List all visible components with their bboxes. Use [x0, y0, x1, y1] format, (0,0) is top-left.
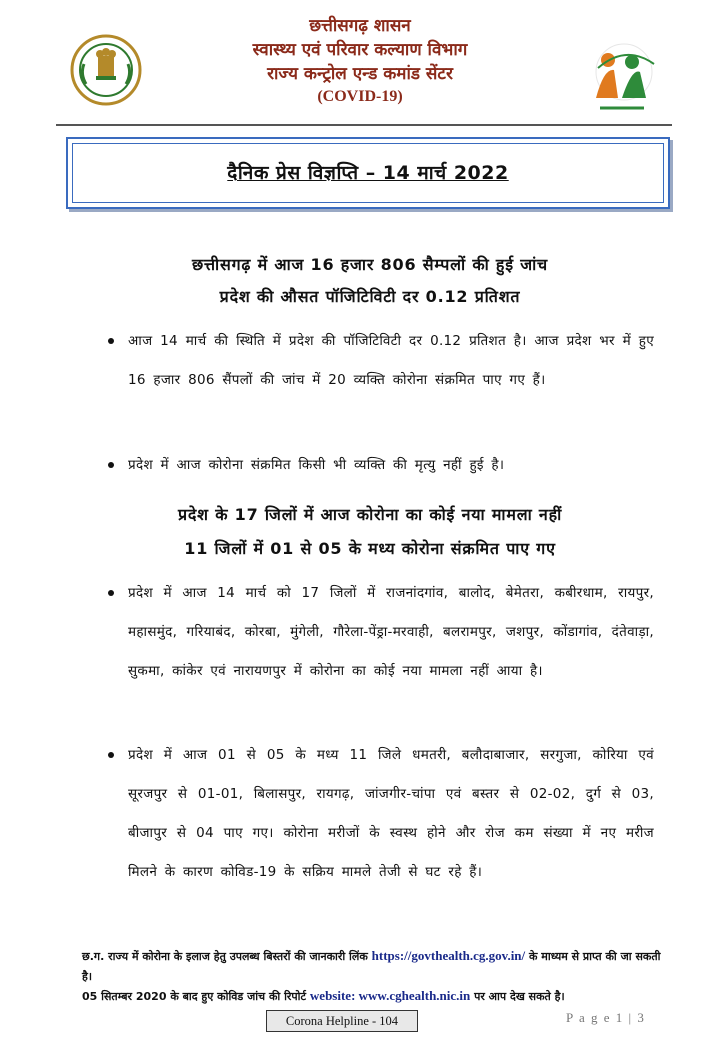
bullet-zero-districts-text: प्रदेश में आज 14 मार्च को 17 जिलों में राजनांदगांव, बालोद, बेमेतरा, कबीरधाम, रायपुर, महासमुंद, गरियाबंद, कोरबा, मुंगेली, गौरेला-पेंड्रा-मरवाही, बलरामपुर, जशपुर, कोंडागांव, दंतेवाड़ा, सुकमा, कांकेर एवं नारायणपुर में कोरोना का कोई नया मामला नहीं आया है। [128, 585, 654, 679]
bullet-marker [106, 588, 116, 598]
bullet-marker [106, 336, 116, 346]
covid-label: (COVID-19) [317, 88, 403, 105]
bullet-case-districts-text: प्रदेश में आज 01 से 05 के मध्य 11 जिले धमतरी, बलौदाबाजार, सरगुजा, कोरिया एवं सूरजपुर से 01-01, बिलासपुर, रायगढ़, जांजगीर-चांपा एवं बस्तर से 02-02, दुर्ग से 03, बीजापुर से 04 पाए गए। कोरोना मरीजों के स्वस्थ होने और रोज कम संख्या में नए मरीज मिलने के कारण कोविड-19 के सक्रिय मामले तेजी से घट रहे हैं। [128, 747, 654, 880]
report-note-tail: पर आप देख सकते है। [474, 990, 565, 1003]
page-number: P a g e 1 | 3 [566, 1010, 646, 1025]
beds-note-text: छ.ग. राज्य में कोरोना के इलाज हेतु उपलब्ध बिस्तरों की जानकारी लिंक [82, 950, 368, 963]
bullet-deaths-text: प्रदेश में आज कोरोना संक्रमित किसी भी व्यक्ति की मृत्यु नहीं हुई है। [128, 457, 505, 473]
press-release-title-box [66, 137, 670, 209]
government-name: छत्तीसगढ़ शासन [309, 16, 411, 36]
header-divider [56, 124, 672, 126]
govthealth-link[interactable]: https://govthealth.cg.gov.in/ [371, 948, 526, 963]
report-note-text: 05 सितम्बर 2020 के बाद हुए कोविड जांच की रिपोर्ट [82, 990, 307, 1003]
beds-note-tail: के माध्यम से प्राप्त की जा सकती है। [82, 950, 661, 983]
cghealth-website-link[interactable]: website: www.cghealth.nic.in [309, 988, 471, 1003]
beds-info-note [82, 946, 662, 987]
control-centre-name: राज्य कन्ट्रोल एन्ड कमांड सेंटर [267, 64, 453, 84]
department-heading [170, 14, 550, 108]
corona-helpline-box: Corona Helpline - 104 [266, 1010, 418, 1032]
bullet-positivity-text: आज 14 मार्च की स्थिति में प्रदेश की पॉजिटिविटी दर 0.12 प्रतिशत है। आज प्रदेश भर में हुए 16 हजार 806 सैंपलों की जांच में 20 व्यक्ति कोरोना संक्रमित पाए गए हैं। [128, 333, 654, 388]
bullet-marker [106, 460, 116, 470]
test-report-note [82, 986, 662, 1007]
headline-no-new-cases: प्रदेश के 17 जिलों में आज कोरोना का कोई नया मामला नहीं [177, 505, 563, 524]
state-emblem-logo [70, 34, 142, 106]
swasth-chhattisgarh-logo [574, 38, 666, 120]
headline-samples: छत्तीसगढ़ में आज 16 हजार 806 सैम्पलों की हुई जांच [191, 255, 549, 274]
letterhead [0, 14, 720, 118]
headline-positivity: प्रदेश की औसत पॉजिटिविटी दर 0.12 प्रतिशत [219, 287, 521, 306]
bullet-marker [106, 750, 116, 760]
department-name: स्वास्थ्य एवं परिवार कल्याण विभाग [252, 40, 468, 60]
press-release-title: दैनिक प्रेस विज्ञप्ति – 14 मार्च 2022 [227, 162, 509, 184]
headline-districts-range: 11 जिलों में 01 से 05 के मध्य कोरोना संक्रमित पाए गए [184, 539, 556, 558]
